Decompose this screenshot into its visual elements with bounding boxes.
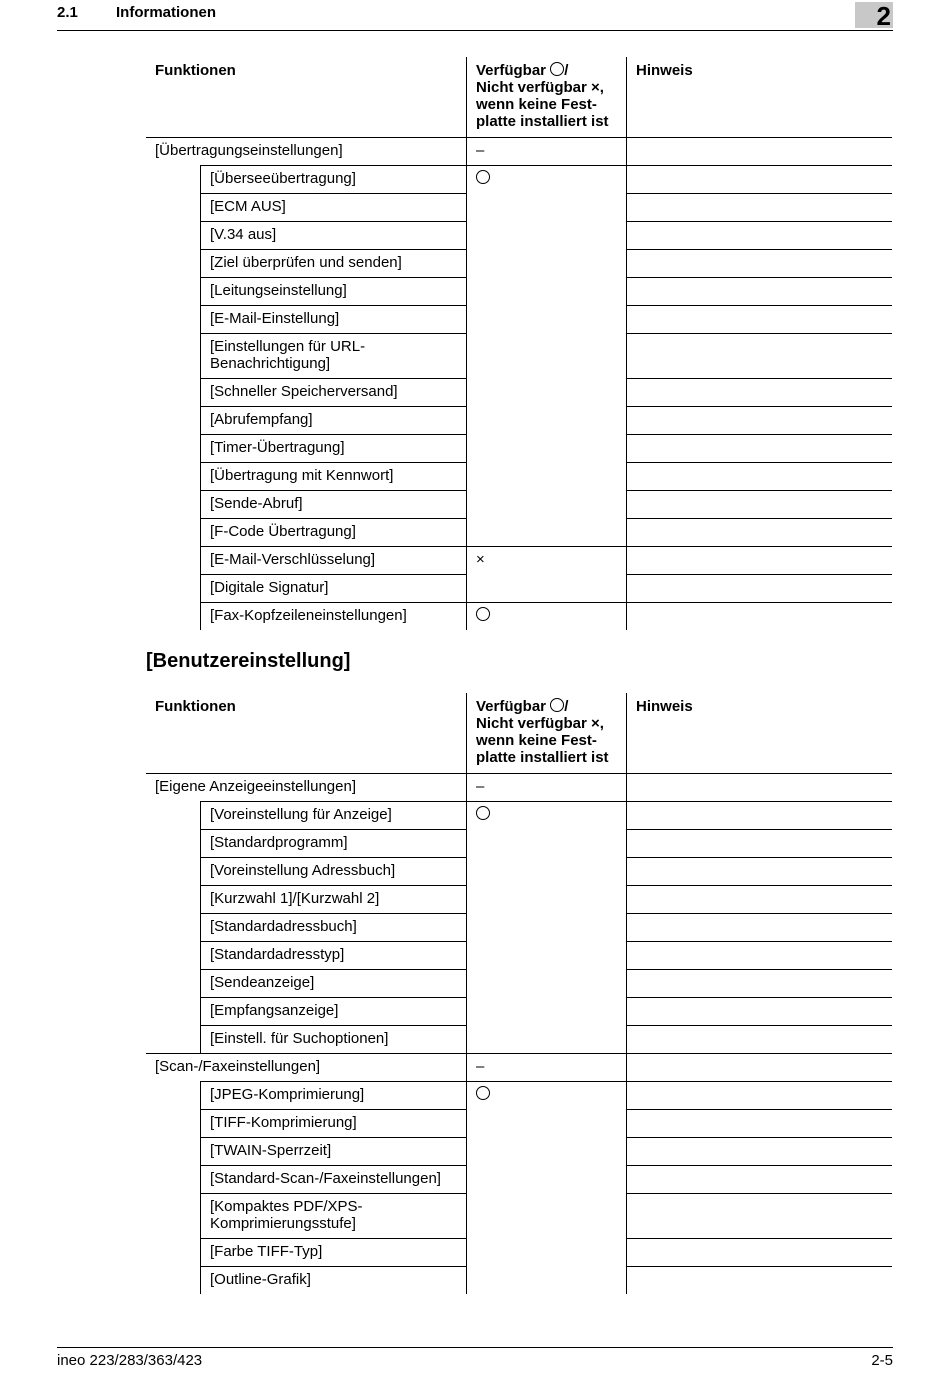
- table-row: [146, 602, 892, 630]
- availability-cell: [466, 1193, 626, 1238]
- note-cell: [626, 249, 892, 277]
- availability-cell: [466, 1137, 626, 1165]
- not-applicable-dash: –: [476, 778, 485, 795]
- note-cell: [626, 378, 892, 406]
- function-label: [TIFF-Komprimierung]: [200, 1109, 466, 1137]
- table-row: [146, 249, 892, 277]
- note-cell: [626, 969, 892, 997]
- table-row: [146, 801, 892, 829]
- note-cell: [626, 518, 892, 546]
- table-row: [146, 857, 892, 885]
- table-row: [146, 574, 892, 602]
- function-label: [Voreinstellung für Anzeige]: [200, 801, 466, 829]
- col-header-functions: Funktionen: [155, 698, 236, 715]
- function-label: [Standardadressbuch]: [200, 913, 466, 941]
- availability-cell: [466, 941, 626, 969]
- available-circle-icon: [476, 806, 490, 820]
- note-cell: [626, 221, 892, 249]
- note-cell: [626, 913, 892, 941]
- not-available-label: Nicht verfügbar ×,: [476, 715, 604, 732]
- section-title: Informationen: [116, 4, 216, 21]
- function-label: [Empfangsanzeige]: [200, 997, 466, 1025]
- function-label: [Einstellungen für URL-Benachrichtigung]: [200, 333, 466, 378]
- table-row: [146, 1137, 892, 1165]
- availability-cell: [466, 305, 626, 333]
- available-circle-icon: [476, 170, 490, 184]
- function-label: [Scan-/Faxeinstellungen]: [146, 1053, 466, 1081]
- note-cell: [626, 406, 892, 434]
- availability-cell: [466, 137, 626, 165]
- function-label: [Sendeanzeige]: [200, 969, 466, 997]
- function-label: [Voreinstellung Adressbuch]: [200, 857, 466, 885]
- function-label: [Farbe TIFF-Typ]: [200, 1238, 466, 1266]
- col-header-note: Hinweis: [626, 693, 892, 773]
- table-row: [146, 277, 892, 305]
- condition-label-1: wenn keine Fest-: [476, 96, 597, 113]
- table-row: [146, 885, 892, 913]
- note-cell: [626, 773, 892, 801]
- col-header-available: [466, 57, 626, 137]
- slash-text: /: [564, 62, 569, 79]
- note-cell: [626, 193, 892, 221]
- note-cell: [626, 333, 892, 378]
- table-row: [146, 1238, 892, 1266]
- table-row: [146, 518, 892, 546]
- availability-cell: [466, 829, 626, 857]
- availability-cell: [466, 1053, 626, 1081]
- function-label: [V.34 aus]: [200, 221, 466, 249]
- table-row: [146, 773, 892, 801]
- availability-cell: [466, 1109, 626, 1137]
- table-row: [146, 1081, 892, 1109]
- note-cell: [626, 1238, 892, 1266]
- table-row: [146, 333, 892, 378]
- function-label: [Digitale Signatur]: [200, 574, 466, 602]
- function-label: [Leitungseinstellung]: [200, 277, 466, 305]
- function-label: [Überseeübertragung]: [200, 165, 466, 193]
- footer-model: ineo 223/283/363/423: [57, 1352, 203, 1369]
- function-label: [Standardprogramm]: [200, 829, 466, 857]
- note-cell: [626, 434, 892, 462]
- availability-cell: [466, 193, 626, 221]
- function-label: [Kurzwahl 1]/[Kurzwahl 2]: [200, 885, 466, 913]
- table-row: [146, 221, 892, 249]
- availability-cell: [466, 333, 626, 378]
- availability-cell: [466, 277, 626, 305]
- availability-cell: [466, 1165, 626, 1193]
- availability-cell: [466, 1266, 626, 1294]
- note-cell: [626, 829, 892, 857]
- table-row: [146, 165, 892, 193]
- slash-text: /: [564, 698, 569, 715]
- table-header: [146, 57, 892, 137]
- note-cell: [626, 574, 892, 602]
- function-label: [E-Mail-Einstellung]: [200, 305, 466, 333]
- availability-cell: [466, 434, 626, 462]
- available-circle-icon: [550, 62, 564, 76]
- note-cell: [626, 1053, 892, 1081]
- availability-cell: [466, 378, 626, 406]
- function-label: [Timer-Übertragung]: [200, 434, 466, 462]
- table-row: [146, 913, 892, 941]
- note-cell: [626, 1266, 892, 1294]
- note-cell: [626, 1137, 892, 1165]
- function-label: [TWAIN-Sperrzeit]: [200, 1137, 466, 1165]
- condition-label-2: platte installiert ist: [476, 749, 609, 766]
- function-label: [Outline-Grafik]: [200, 1266, 466, 1294]
- function-label: [Abrufempfang]: [200, 406, 466, 434]
- table-row: [146, 434, 892, 462]
- table-row: [146, 137, 892, 165]
- availability-cell: [466, 406, 626, 434]
- availability-cell: [466, 602, 626, 630]
- table-row: [146, 941, 892, 969]
- availability-cell: [466, 1025, 626, 1053]
- not-applicable-dash: –: [476, 142, 485, 159]
- note-cell: [626, 1109, 892, 1137]
- function-label: [F-Code Übertragung]: [200, 518, 466, 546]
- table-header: [146, 693, 892, 773]
- availability-cell: [466, 490, 626, 518]
- col-header-note: Hinweis: [626, 57, 892, 137]
- note-cell: [626, 801, 892, 829]
- availability-cell: [466, 518, 626, 546]
- function-label: [Sende-Abruf]: [200, 490, 466, 518]
- table-row: [146, 1053, 892, 1081]
- available-circle-icon: [476, 1086, 490, 1100]
- note-cell: [626, 1025, 892, 1053]
- availability-cell: [466, 1238, 626, 1266]
- function-label: [Standardadresstyp]: [200, 941, 466, 969]
- functions-table-1: [146, 57, 892, 630]
- note-cell: [626, 165, 892, 193]
- availability-cell: [466, 885, 626, 913]
- function-label: [Schneller Speicherversand]: [200, 378, 466, 406]
- col-header-available: [466, 693, 626, 773]
- availability-cell: [466, 857, 626, 885]
- note-cell: [626, 997, 892, 1025]
- available-label: Verfügbar: [476, 62, 547, 79]
- table-row: [146, 193, 892, 221]
- available-circle-icon: [476, 607, 490, 621]
- note-cell: [626, 137, 892, 165]
- note-cell: [626, 1081, 892, 1109]
- col-header-functions: Funktionen: [155, 62, 236, 79]
- availability-cell: [466, 1081, 626, 1109]
- table-row: [146, 997, 892, 1025]
- function-label: [Standard-Scan-/Faxeinstellungen]: [200, 1165, 466, 1193]
- function-label: [Einstell. für Suchoptionen]: [200, 1025, 466, 1053]
- table-row: [146, 1109, 892, 1137]
- page-header: [57, 0, 893, 31]
- availability-cell: [466, 773, 626, 801]
- note-cell: [626, 462, 892, 490]
- availability-cell: [466, 969, 626, 997]
- table-row: [146, 969, 892, 997]
- table-row: [146, 1165, 892, 1193]
- availability-cell: [466, 801, 626, 829]
- note-cell: [626, 857, 892, 885]
- section-number: 2.1: [57, 4, 78, 21]
- availability-cell: [466, 165, 626, 193]
- available-label: Verfügbar: [476, 698, 547, 715]
- available-circle-icon: [550, 698, 564, 712]
- table-row: [146, 378, 892, 406]
- not-available-mark: ×: [476, 551, 485, 568]
- availability-cell: [466, 997, 626, 1025]
- footer-page-number: 2-5: [871, 1352, 893, 1369]
- note-cell: [626, 546, 892, 574]
- note-cell: [626, 1165, 892, 1193]
- table-row: [146, 1266, 892, 1294]
- function-label: [JPEG-Komprimierung]: [200, 1081, 466, 1109]
- note-cell: [626, 602, 892, 630]
- availability-cell: [466, 221, 626, 249]
- condition-label-1: wenn keine Fest-: [476, 732, 597, 749]
- function-label: [Kompaktes PDF/XPS-Komprimierungsstufe]: [200, 1193, 466, 1238]
- availability-cell: [466, 913, 626, 941]
- function-label: [Übertragung mit Kennwort]: [200, 462, 466, 490]
- availability-cell: [466, 574, 626, 602]
- note-cell: [626, 885, 892, 913]
- function-label: [Übertragungseinstellungen]: [146, 137, 466, 165]
- note-cell: [626, 305, 892, 333]
- function-label: [E-Mail-Verschlüsselung]: [200, 546, 466, 574]
- table-row: [146, 490, 892, 518]
- condition-label-2: platte installiert ist: [476, 113, 609, 130]
- functions-table-2: [146, 693, 892, 1294]
- note-cell: [626, 277, 892, 305]
- not-available-label: Nicht verfügbar ×,: [476, 79, 604, 96]
- table-row: [146, 406, 892, 434]
- table-row: [146, 1025, 892, 1053]
- table-row: [146, 462, 892, 490]
- function-label: [ECM AUS]: [200, 193, 466, 221]
- availability-cell: [466, 546, 626, 574]
- note-cell: [626, 490, 892, 518]
- page-footer: [57, 1347, 893, 1369]
- availability-cell: [466, 249, 626, 277]
- function-label: [Fax-Kopfzeileneinstellungen]: [200, 602, 466, 630]
- table-row: [146, 546, 892, 574]
- note-cell: [626, 1193, 892, 1238]
- table-row: [146, 305, 892, 333]
- note-cell: [626, 941, 892, 969]
- availability-cell: [466, 462, 626, 490]
- chapter-badge: 2: [855, 2, 893, 28]
- function-label: [Ziel überprüfen und senden]: [200, 249, 466, 277]
- table-row: [146, 1193, 892, 1238]
- function-label: [Eigene Anzeigeeinstellungen]: [146, 773, 466, 801]
- section-heading: [Benutzereinstellung]: [146, 650, 351, 672]
- not-applicable-dash: –: [476, 1058, 485, 1075]
- table-row: [146, 829, 892, 857]
